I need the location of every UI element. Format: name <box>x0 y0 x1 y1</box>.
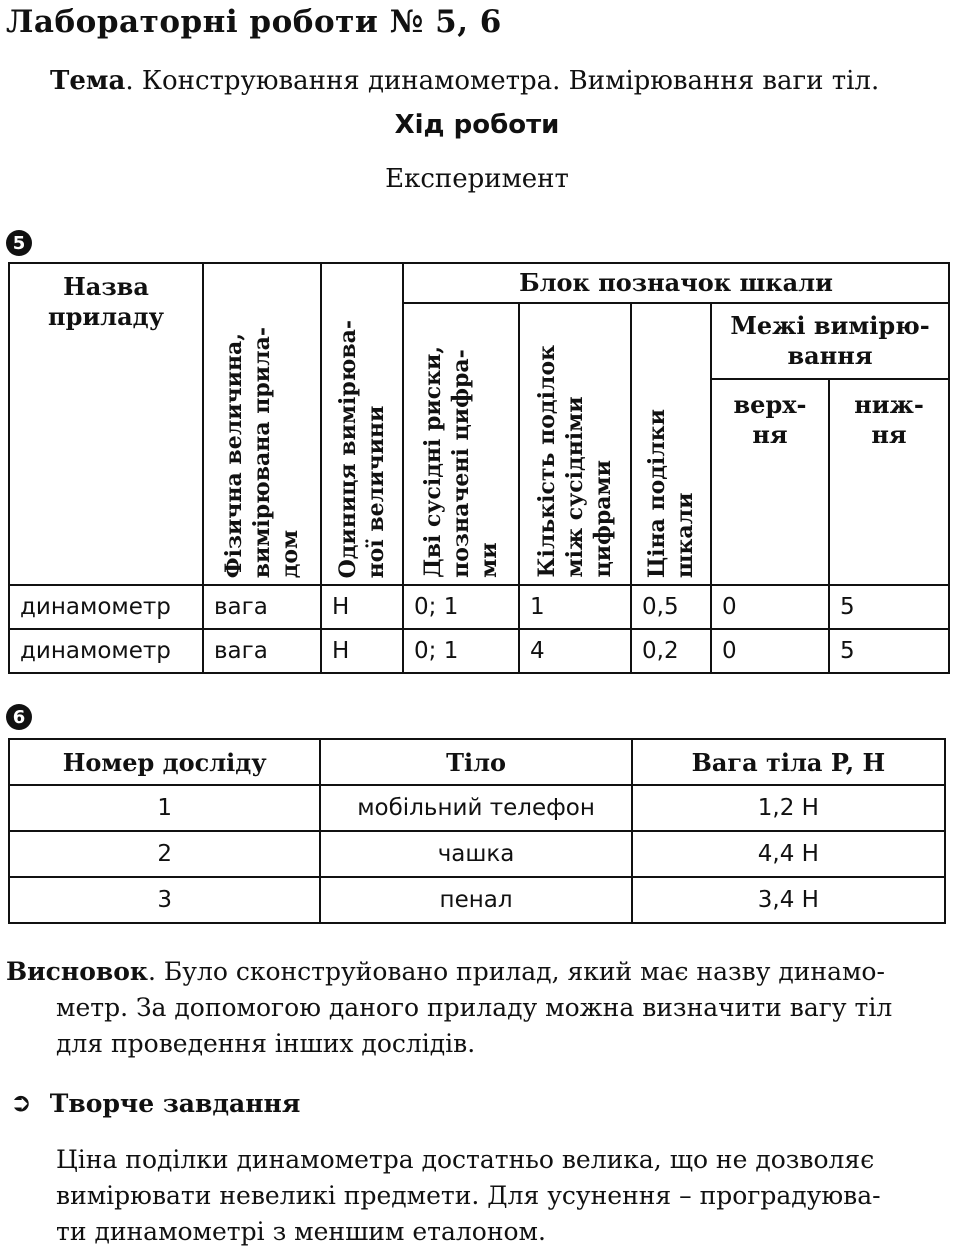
task-5-badge: 5 <box>6 230 32 256</box>
creative-line-1: Ціна поділки динамометра достатньо велика, що не дозволяє <box>56 1145 875 1174</box>
topic-label: Тема <box>50 66 126 96</box>
cell-device: динамометр <box>9 629 203 673</box>
header-body: Тіло <box>320 739 631 785</box>
header-division-value: Ціна поділки шкали <box>631 303 711 585</box>
table-row <box>9 831 945 877</box>
creative-line-3: ти динамометрі з меншим еталоном. <box>56 1217 546 1246</box>
header-limits: Межі вимірю- вання <box>711 303 949 379</box>
weight-table <box>8 738 946 924</box>
cell-body: чашка <box>320 831 631 877</box>
table-row <box>9 785 945 831</box>
creative-task-text <box>56 1142 948 1250</box>
topic <box>50 66 879 96</box>
arrow-icon: ➲ <box>10 1088 32 1118</box>
cell-unit: Н <box>321 629 403 673</box>
conclusion <box>6 954 946 1062</box>
conclusion-line-2: метр. За допомогою даного приладу можна визначити вагу тіл <box>56 993 893 1022</box>
header-lower: ниж- ня <box>829 379 949 585</box>
cell-number: 2 <box>9 831 320 877</box>
creative-line-2: вимірювати невеликі предмети. Для усунення – проградуюва- <box>56 1181 881 1210</box>
task-6-badge: 6 <box>6 704 32 730</box>
header-device-name: Назва приладу <box>9 263 203 585</box>
cell-weight: 4,4 Н <box>632 831 945 877</box>
topic-text: . Конструювання динамометра. Вимірювання ваги тіл. <box>125 66 880 96</box>
cell-device: динамометр <box>9 585 203 629</box>
scale-table <box>8 262 950 674</box>
table-row <box>9 877 945 923</box>
header-divisions-count: Кількість поділок між сусідніми цифрами <box>519 303 631 585</box>
cell-weight: 3,4 Н <box>632 877 945 923</box>
cell-division: 0,2 <box>631 629 711 673</box>
header-two-marks: Дві сусідні риски, позначені цифра- ми <box>403 303 519 585</box>
creative-task-title: Творче завдання <box>49 1088 301 1118</box>
cell-number: 1 <box>9 785 320 831</box>
cell-division: 0,5 <box>631 585 711 629</box>
header-weight: Вага тіла P, Н <box>632 739 945 785</box>
header-unit: Одиниця вимірюва- ної величини <box>321 263 403 585</box>
cell-weight: 1,2 Н <box>632 785 945 831</box>
cell-marks: 0; 1 <box>403 629 519 673</box>
page-title: Лабораторні роботи № 5, 6 <box>6 4 502 40</box>
header-scale-block: Блок позначок шкали <box>403 263 949 303</box>
cell-count: 4 <box>519 629 631 673</box>
experiment-label: Експеримент <box>385 164 569 194</box>
creative-task-heading <box>10 1088 300 1118</box>
subheading: Хід роботи <box>394 110 560 140</box>
conclusion-line-3: для проведення інших дослідів. <box>56 1029 476 1058</box>
table-row <box>9 629 949 673</box>
cell-marks: 0; 1 <box>403 585 519 629</box>
cell-quantity: вага <box>203 629 321 673</box>
cell-upper: 0 <box>711 629 829 673</box>
cell-body: пенал <box>320 877 631 923</box>
cell-unit: Н <box>321 585 403 629</box>
header-experiment-number: Номер досліду <box>9 739 320 785</box>
header-physical-quantity: Фізична величина, вимірювана прила- дом <box>203 263 321 585</box>
cell-upper: 0 <box>711 585 829 629</box>
cell-number: 3 <box>9 877 320 923</box>
header-upper: верх- ня <box>711 379 829 585</box>
cell-quantity: вага <box>203 585 321 629</box>
cell-lower: 5 <box>829 585 949 629</box>
table-row <box>9 585 949 629</box>
conclusion-label: Висновок <box>6 957 148 986</box>
conclusion-line-1: . Було сконструйовано прилад, який має назву динамо- <box>147 957 885 986</box>
cell-body: мобільний телефон <box>320 785 631 831</box>
cell-lower: 5 <box>829 629 949 673</box>
cell-count: 1 <box>519 585 631 629</box>
